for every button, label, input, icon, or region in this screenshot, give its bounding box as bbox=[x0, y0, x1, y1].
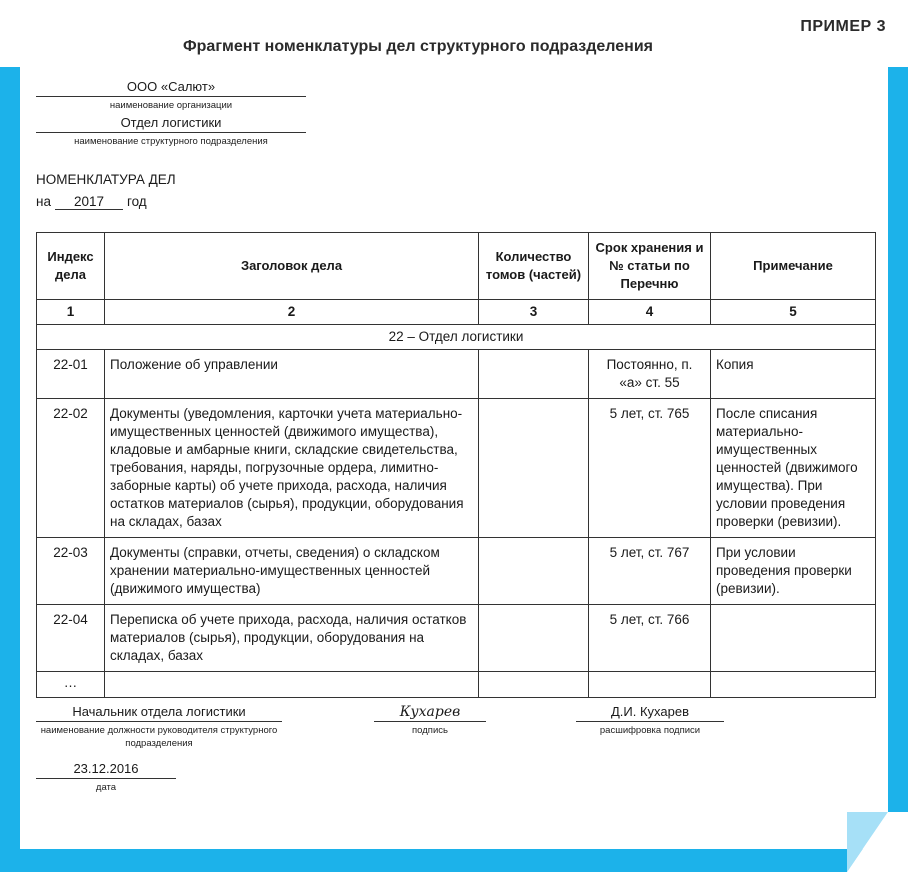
case-volumes bbox=[479, 672, 589, 698]
department-field bbox=[36, 115, 306, 148]
header-band bbox=[0, 0, 908, 67]
header-period: Срок хранения и № статьи по Перечню bbox=[589, 233, 711, 300]
organization-caption: наименование организации bbox=[109, 100, 233, 111]
name-caption: расшифровка подписи bbox=[599, 725, 701, 736]
example-label: ПРИМЕР 3 bbox=[800, 18, 886, 35]
table-header-row bbox=[37, 233, 876, 300]
case-period: Постоянно, п. «а» ст. 55 bbox=[589, 350, 711, 399]
page-curl-corner bbox=[847, 812, 908, 872]
document-title: НОМЕНКЛАТУРА ДЕЛ bbox=[36, 172, 176, 187]
case-note: После списания материально-имущественных ценностей (движимого имущества). При условии проведения проверки (ревизии). bbox=[711, 399, 876, 538]
header-title: Заголовок дела bbox=[105, 233, 479, 300]
year-line bbox=[36, 194, 147, 210]
column-number: 3 bbox=[479, 300, 589, 325]
department-name: Отдел логистики bbox=[36, 115, 306, 133]
case-index: 22-04 bbox=[37, 605, 105, 672]
case-volumes bbox=[479, 350, 589, 399]
case-title: Переписка об учете прихода, расхода, наличия остатков материалов (сырья), продукции, оборудования на складах, базах bbox=[105, 605, 479, 672]
case-note bbox=[711, 672, 876, 698]
case-period bbox=[589, 672, 711, 698]
case-note: При условии проведения проверки (ревизии). bbox=[711, 538, 876, 605]
date-field bbox=[36, 761, 176, 794]
case-volumes bbox=[479, 538, 589, 605]
case-note bbox=[711, 605, 876, 672]
department-caption: наименование структурного подразделения bbox=[74, 136, 268, 147]
case-index: 22-02 bbox=[37, 399, 105, 538]
year-suffix: год bbox=[126, 194, 147, 209]
table-row bbox=[37, 350, 876, 399]
case-index: 22-01 bbox=[37, 350, 105, 399]
column-number: 2 bbox=[105, 300, 479, 325]
document-sheet bbox=[20, 67, 888, 849]
header-volumes: Количество томов (частей) bbox=[479, 233, 589, 300]
header-note: Примечание bbox=[711, 233, 876, 300]
case-index: 22-03 bbox=[37, 538, 105, 605]
case-period: 5 лет, ст. 765 bbox=[589, 399, 711, 538]
table-row bbox=[37, 399, 876, 538]
organization-name: ООО «Салют» bbox=[36, 79, 306, 97]
case-title bbox=[105, 672, 479, 698]
page-title: Фрагмент номенклатуры дел структурного подразделения bbox=[183, 38, 653, 55]
case-title: Положение об управлении bbox=[105, 350, 479, 399]
date-value: 23.12.2016 bbox=[36, 761, 176, 779]
case-volumes bbox=[479, 399, 589, 538]
table-row bbox=[37, 672, 876, 698]
signature-field bbox=[374, 704, 486, 737]
column-number: 1 bbox=[37, 300, 105, 325]
position-value: Начальник отдела логистики bbox=[36, 704, 282, 722]
section-row bbox=[37, 325, 876, 350]
case-title: Документы (уведомления, карточки учета материально-имущественных ценностей (движимого имущества), кладовые и амбарные книги, складские свидетельства, требования, наряды, погрузочные ордера, лимитно-заборные карты) об учете прихода, расхода, наличия остатков материалов (сырья), продукции, оборудования на складах, базах bbox=[105, 399, 479, 538]
column-numbers-row bbox=[37, 300, 876, 325]
position-caption: наименование должности руководителя структурного подразделения bbox=[40, 725, 278, 749]
organization-field bbox=[36, 79, 306, 112]
table-row bbox=[37, 605, 876, 672]
section-title: 22 – Отдел логистики bbox=[37, 325, 876, 350]
header-index: Индекс дела bbox=[37, 233, 105, 300]
year-value: 2017 bbox=[55, 194, 123, 210]
signature-caption: подпись bbox=[412, 725, 448, 736]
year-prefix: на bbox=[36, 194, 51, 209]
column-number: 5 bbox=[711, 300, 876, 325]
case-index: … bbox=[37, 672, 105, 698]
signature-value: Кухарев bbox=[374, 704, 486, 722]
name-field bbox=[576, 704, 724, 737]
case-volumes bbox=[479, 605, 589, 672]
case-period: 5 лет, ст. 766 bbox=[589, 605, 711, 672]
table-row bbox=[37, 538, 876, 605]
case-period: 5 лет, ст. 767 bbox=[589, 538, 711, 605]
case-note: Копия bbox=[711, 350, 876, 399]
nomenclature-table bbox=[36, 232, 876, 698]
name-value: Д.И. Кухарев bbox=[576, 704, 724, 722]
case-title: Документы (справки, отчеты, сведения) о складском хранении материально-имущественных ценностей (движимого имущества) bbox=[105, 538, 479, 605]
date-caption: дата bbox=[95, 782, 117, 793]
column-number: 4 bbox=[589, 300, 711, 325]
position-field bbox=[36, 704, 282, 750]
